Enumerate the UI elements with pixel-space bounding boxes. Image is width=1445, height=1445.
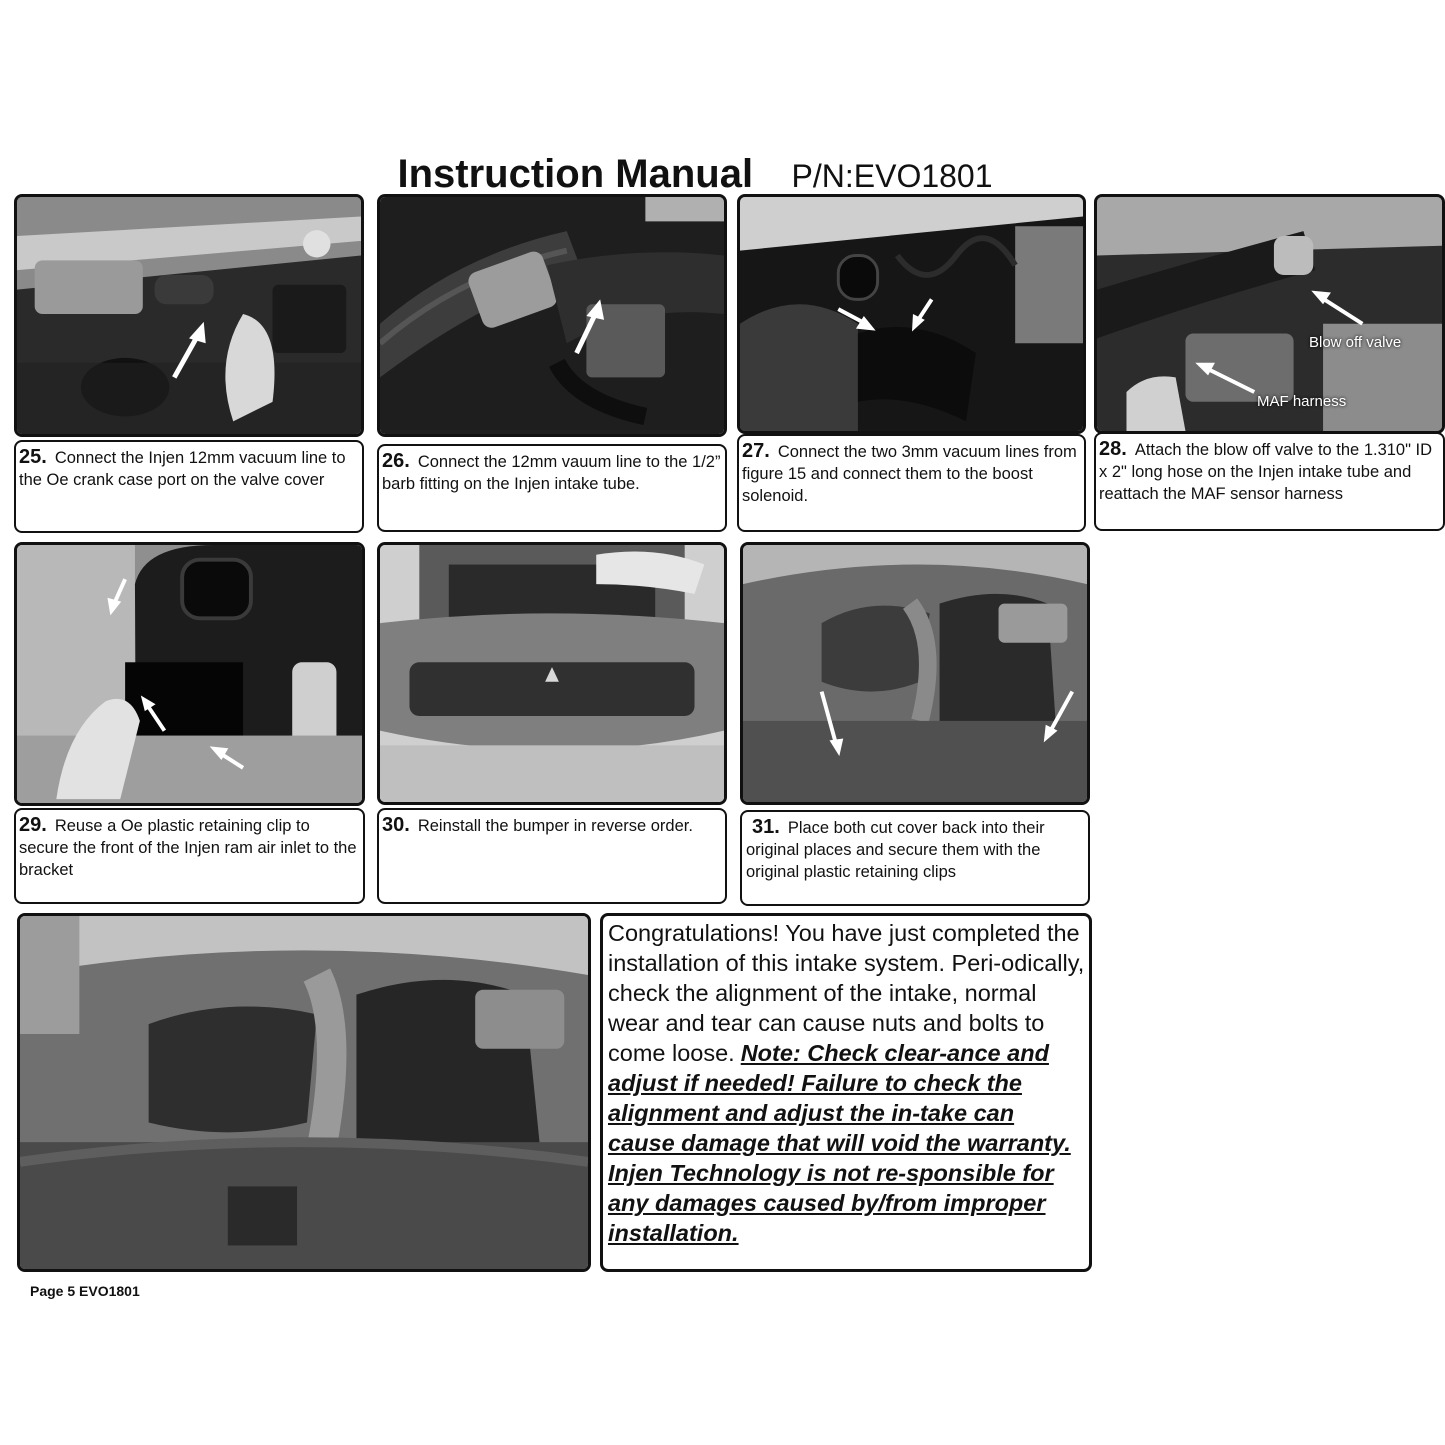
caption-step-27 [737, 434, 1086, 532]
caption-step-26 [377, 444, 727, 532]
step-number: 26. [382, 450, 410, 472]
part-number: P/N:EVO1801 [791, 158, 993, 194]
caption-step-31 [740, 810, 1090, 906]
photo-step-28 [1094, 194, 1445, 434]
step-text: Attach the blow off valve to the 1.310" ID x 2" long hose on the Injen intake tube and reattach the MAF sensor harness [1099, 441, 1433, 503]
congratulations-box [600, 913, 1092, 1272]
manual-title: Instruction Manual [397, 152, 754, 196]
step-text: Place both cut cover back into their original places and secure them with the original plastic retaining clips [746, 819, 1045, 881]
step-text: Connect the two 3mm vacuum lines from figure 15 and connect them to the boost solenoid. [742, 443, 1077, 505]
photo-step-29 [14, 542, 365, 806]
step-number: 25. [19, 446, 47, 468]
caption-step-25 [14, 440, 364, 533]
photo-step-31 [740, 542, 1090, 805]
page-title [0, 152, 1390, 197]
photo-step-27 [737, 194, 1086, 434]
step-number: 27. [742, 440, 770, 462]
caption-step-30 [377, 808, 727, 904]
congrats-intro: Congratulations! You have just completed the installation of this intake system. Peri-odically, check the alignment of the intake, normal wear and tear can cause nuts and bolts to come loose. [608, 920, 1085, 1066]
step-number: 31. [752, 816, 780, 838]
step-number: 28. [1099, 438, 1127, 460]
photo-final-install [17, 913, 591, 1272]
caption-step-29 [14, 808, 365, 904]
label-blow-off-valve: Blow off valve [1309, 334, 1402, 351]
step-text: Reuse a Oe plastic retaining clip to secure the front of the Injen ram air inlet to the bracket [19, 817, 357, 879]
step-text: Connect the 12mm vauum line to the 1/2” barb fitting on the Injen intake tube. [382, 453, 721, 493]
photo-step-26 [377, 194, 727, 437]
photo-step-30 [377, 542, 727, 805]
caption-step-28 [1094, 432, 1445, 531]
photo-step-25 [14, 194, 364, 437]
label-maf-harness: MAF harness [1257, 393, 1347, 410]
step-number: 30. [382, 814, 410, 836]
step-text: Connect the Injen 12mm vacuum line to the Oe crank case port on the valve cover [19, 449, 346, 489]
warranty-note: Note: Check clear-ance and adjust if needed! Failure to check the alignment and adjust the in-take can cause damage that will void the warranty. Injen Technology is not re-sponsible for any damages caused by/from improper installation. [608, 1040, 1071, 1246]
step-number: 29. [19, 814, 47, 836]
page-footer: Page 5 EVO1801 [30, 1283, 140, 1299]
step-text: Reinstall the bumper in reverse order. [417, 817, 693, 835]
